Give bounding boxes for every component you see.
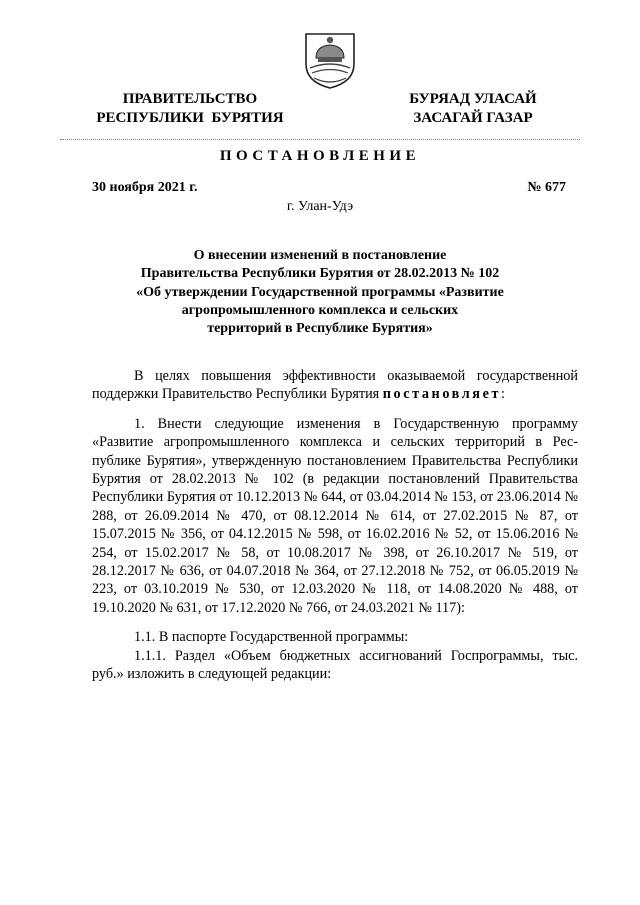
document-type-title: ПОСТАНОВЛЕНИЕ (219, 148, 421, 164)
body-paragraph-3: 1.1. В паспорте Государственной программы: (134, 629, 409, 646)
header-right-line: ЗАСАГАЙ ГАЗАР (413, 110, 533, 126)
paragraph-text: : (501, 386, 505, 403)
body-paragraph-4: 1.1.1. Раздел «Объем бюджетных ассигнований Госпрограммы, тыс. руб.» изложить в следующей редакции: (92, 647, 578, 683)
subject-line: территорий в Республике Бурятия» (207, 321, 433, 337)
subject-line: Правительства Республики Бурятия от 28.02.2013 № 102 (140, 266, 500, 282)
document-number: № 677 (527, 180, 566, 195)
body-paragraph-1 (92, 367, 578, 404)
header-right (380, 90, 566, 128)
document-subject (100, 247, 540, 338)
document-body (92, 367, 578, 684)
subject-line: О внесении изменений в постановление (193, 248, 447, 263)
subject-line: «Об утверждении Государственной программы «Развитие (136, 284, 504, 300)
coat-of-arms-icon (298, 28, 362, 92)
resolution-word: постановляет (382, 386, 502, 403)
document-city: г. Улан-Удэ (286, 199, 354, 214)
paragraph-text: В целях повышения эффективности оказываемой государственной поддержки Правительство Республики Бурятия (92, 368, 578, 403)
header-left-line: ПРАВИТЕЛЬСТВО (122, 91, 258, 107)
body-paragraph-2: 1. Внести следующие изменения в Государственную программу «Развитие агропромышленного комплекса и сельских территорий в Рес-публике Бурятия», утвержденную постановлением Правительства Республики Бурятия от 28.02.2013 № 102 (в редакции постановлений Правительства Республики Бурятия от 10.12.2013 № 644, от 03.04.2014 № 153, от 23.06.2014 № 288, от 26.09.2014 № 470, от 08.12.2014 № 614, от 27.02.2015 № 87, от 15.07.2015 № 356, от 04.12.2015 № 598, от 16.02.2016 № 52, от 15.06.2016 № 254, от 15.02.2017 № 58, от 10.08.2017 № 398, от 26.10.2017 № 519, от 28.12.2017 № 636, от 04.07.2018 № 364, от 27.12.2018 № 752, от 06.05.2019 № 223, от 03.10.2019 № 530, от 12.03.2020 № 118, от 14.08.2020 № 488, от 19.10.2020 № 631, от 17.12.2020 № 766, от 24.03.2021 № 117): (92, 415, 578, 616)
header-divider (60, 139, 580, 140)
subject-line: агропромышленного комплекса и сельских (181, 302, 459, 318)
header-right-line: БУРЯАД УЛАСАЙ (409, 91, 537, 107)
document-date: 30 ноября 2021 г. (92, 180, 198, 195)
header-left-line: РЕСПУБЛИКИ БУРЯТИЯ (96, 110, 284, 126)
header-left (92, 90, 288, 128)
